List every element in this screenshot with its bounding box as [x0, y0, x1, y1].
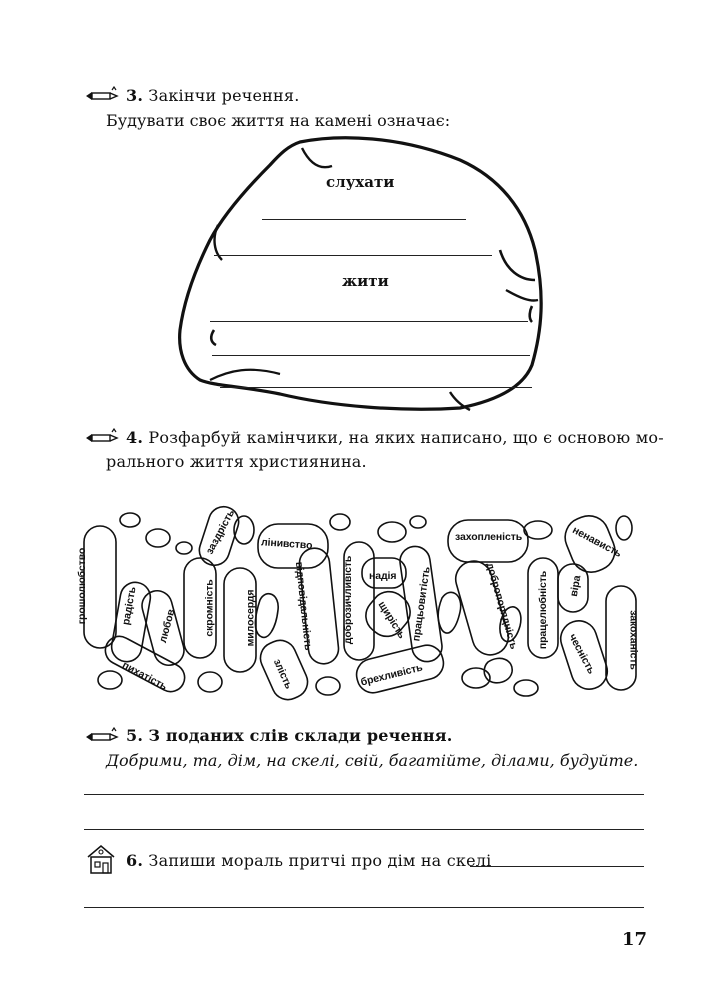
stone-word[interactable]: працьовитість [410, 566, 433, 642]
task3-prompt: Будувати своє життя на камені означає: [106, 111, 451, 130]
stone-word[interactable]: любов [156, 607, 178, 645]
stone-word[interactable]: ненависть [570, 524, 624, 560]
stone-word[interactable]: добропорядність [483, 561, 520, 651]
stone-word[interactable]: брехливість [359, 661, 424, 689]
answer-line[interactable] [210, 321, 528, 322]
pencil-icon [84, 86, 120, 104]
task5-number: 5. [126, 726, 144, 745]
task4-number: 4. [126, 428, 144, 447]
stone-word[interactable]: лінивство [260, 536, 313, 552]
stone-word[interactable]: віра [567, 574, 584, 598]
pencil-icon [84, 428, 120, 446]
task4-title-line2: рального життя християнина. [106, 452, 367, 471]
task5-heading [126, 726, 453, 745]
stone-word[interactable]: пихатість [120, 659, 170, 693]
stone-word[interactable]: доброзичливість [342, 555, 355, 645]
answer-line[interactable] [470, 866, 644, 867]
answer-line[interactable] [84, 794, 644, 795]
answer-line[interactable] [262, 219, 466, 220]
answer-line[interactable] [84, 907, 644, 908]
stone-word[interactable]: відповідальність [292, 561, 315, 651]
stone-word[interactable]: щирість [375, 599, 408, 641]
stone-word[interactable]: злість [270, 657, 295, 691]
task3-number: 3. [126, 86, 144, 105]
task3-title: Закінчи речення. [148, 86, 300, 105]
stone-word[interactable]: заздрість [203, 507, 238, 557]
task6-heading [126, 851, 491, 870]
stone-word[interactable]: захопленість [455, 531, 523, 543]
stone-word[interactable]: закоханість [627, 610, 640, 670]
task3-heading [126, 86, 300, 105]
answer-line[interactable] [84, 829, 644, 830]
stone-word[interactable]: грошолюбство [76, 547, 89, 625]
pencil-icon [84, 727, 120, 745]
answer-line[interactable] [214, 255, 492, 256]
stone-word[interactable]: скромність [203, 579, 216, 637]
stones-field [80, 502, 640, 702]
task6-title: Запиши мораль притчі про дім на скелі [148, 851, 492, 870]
page-number: 17 [622, 929, 648, 950]
task4-title-line1: Розфарбуй камінчики, на яких написано, що є основою мо- [148, 428, 664, 447]
task5-words: Добрими, та, дім, на скелі, свій, багатійте, ділами, будуйте. [106, 751, 639, 770]
task5-title: З поданих слів склади речення. [148, 726, 453, 745]
stone-word[interactable]: чесність [566, 631, 598, 677]
house-icon [84, 843, 118, 875]
stone-word[interactable]: надія [369, 570, 397, 582]
answer-line[interactable] [212, 355, 530, 356]
rock-word-live: жити [342, 272, 389, 290]
rock-word-listen: слухати [326, 173, 395, 191]
stone-word[interactable]: працелюбність [537, 570, 550, 650]
task6-number: 6. [126, 851, 144, 870]
stone-word[interactable]: милосердя [244, 589, 257, 647]
answer-line[interactable] [220, 387, 532, 388]
task4-heading [126, 428, 664, 447]
stone-word[interactable]: радість [120, 585, 139, 627]
